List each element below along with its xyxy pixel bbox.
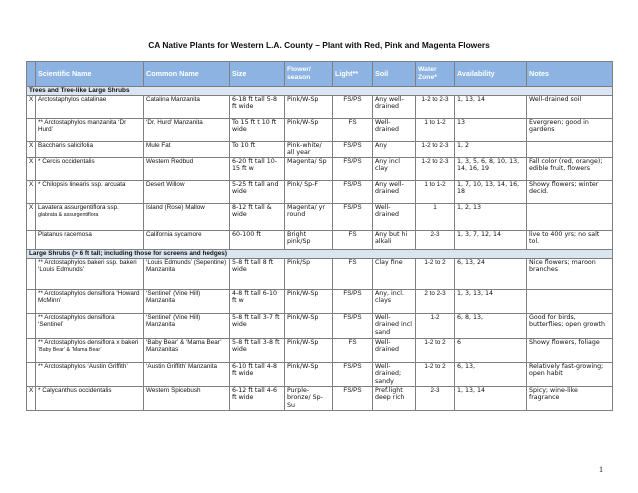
scientific-name-cell: * Calycanthus occidentalis <box>36 386 144 410</box>
scientific-name-cell: * Cercis occidentalis <box>36 157 144 180</box>
scientific-name-cell: Platanus racemosa <box>36 230 144 249</box>
notes-cell: Relatively fast-growing; open habit <box>527 362 613 386</box>
availability-cell: 1, 2, 13 <box>455 203 527 230</box>
availability-cell: 1, 7, 10, 13, 14, 16, 18 <box>455 180 527 203</box>
table-row <box>27 119 613 142</box>
x-marker <box>27 119 36 142</box>
light-cell: FS <box>333 230 373 249</box>
common-name-cell: ‘Louis Edmunds’ (Sepentine) Manzanita <box>144 258 230 289</box>
x-marker <box>27 258 36 289</box>
plants-table <box>26 61 613 411</box>
soil-cell: Any incl clay <box>373 157 416 180</box>
scientific-name-sub: ‘Baby Bear’ & ‘Mama Bear’ <box>38 347 102 354</box>
scientific-name-main: Lavatera assurgentiflora ssp. <box>38 203 119 211</box>
availability-cell: 1, 3, 7, 12, 14 <box>455 230 527 249</box>
soil-cell: Pref.light deep rich <box>373 386 416 410</box>
section-row <box>27 249 613 258</box>
flower-season-cell: Pink/W-Sp <box>285 96 333 119</box>
notes-cell: Good for birds, butterflies; open growth <box>527 313 613 338</box>
soil-cell: Any, incl. clays <box>373 289 416 313</box>
size-cell: 8-12 ft tall & wide <box>230 203 285 230</box>
common-name-cell: Western Spicebush <box>144 386 230 410</box>
flower-season-cell: Pink/W-Sp <box>285 313 333 338</box>
availability-cell: 6, 13, 24 <box>455 258 527 289</box>
water-zone-cell: 1-2 to 2-3 <box>416 96 455 119</box>
scientific-name-cell <box>36 203 144 230</box>
table-row <box>27 289 613 313</box>
header-soil: Soil <box>373 62 416 87</box>
light-cell: FS/PS <box>333 96 373 119</box>
header-scientific-name: Scientific Name <box>36 62 144 87</box>
scientific-name-cell: * Chilopsis linearis ssp. arcuata <box>36 180 144 203</box>
notes-cell: Well-drained soil <box>527 96 613 119</box>
scientific-name-cell <box>36 338 144 362</box>
light-cell: FS <box>333 119 373 142</box>
table-row <box>27 313 613 338</box>
common-name-cell: ‘Dr. Hurd’ Manzanita <box>144 119 230 142</box>
x-marker: X <box>27 180 36 203</box>
flower-season-cell: Pink/W-Sp <box>285 119 333 142</box>
water-zone-cell: 1-2 <box>416 313 455 338</box>
size-cell: 5-8 ft tall 8 ft wide <box>230 258 285 289</box>
light-cell: FS <box>333 338 373 362</box>
availability-cell: 13 <box>455 119 527 142</box>
table-row <box>27 386 613 410</box>
flower-season-cell: Magenta/ Sp <box>285 157 333 180</box>
size-cell: To 10 ft <box>230 142 285 158</box>
light-cell: FS <box>333 258 373 289</box>
table-row <box>27 258 613 289</box>
table-row <box>27 180 613 203</box>
section-title: Trees and Tree-like Large Shrubs <box>27 87 613 96</box>
section-row <box>27 87 613 96</box>
soil-cell: Well-drained; sandy <box>373 362 416 386</box>
x-marker: X <box>27 96 36 119</box>
light-cell: FS/PS <box>333 203 373 230</box>
notes-cell: Evergreen; good in gardens <box>527 119 613 142</box>
flower-season-cell: Purple-bronze/ Sp-Su <box>285 386 333 410</box>
soil-cell: Any but hi alkali <box>373 230 416 249</box>
water-zone-cell: 1-2 to 2 <box>416 258 455 289</box>
notes-cell: Showy flowers, foliage <box>527 338 613 362</box>
soil-cell: Any well-drained <box>373 180 416 203</box>
table-row <box>27 96 613 119</box>
common-name-cell: Desert Willow <box>144 180 230 203</box>
common-name-cell: ‘Baby Bear’ & ‘Mama Bear’ Manzanitas <box>144 338 230 362</box>
light-cell: FS/PS <box>333 180 373 203</box>
header-water-zone: Water Zone* <box>416 62 455 87</box>
common-name-cell: California sycamore <box>144 230 230 249</box>
notes-cell <box>527 203 613 230</box>
soil-cell: Well-drained incl sand <box>373 313 416 338</box>
section-title: Large Shrubs (> 6 ft tall; including those for screens and hedges) <box>27 249 613 258</box>
notes-cell: live to 400 yrs; no salt tol. <box>527 230 613 249</box>
header-size: Size <box>230 62 285 87</box>
notes-cell <box>527 142 613 158</box>
size-cell: 5-8 ft tall 3-8 ft wide <box>230 338 285 362</box>
common-name-cell: Western Redbud <box>144 157 230 180</box>
scientific-name-cell: ** Arctostaphylos bakeri ssp. bakeri ‘Louis Edmunds’ <box>36 258 144 289</box>
availability-cell: 6 <box>455 338 527 362</box>
x-marker: X <box>27 157 36 180</box>
table-row <box>27 203 613 230</box>
size-cell: 60-100 ft <box>230 230 285 249</box>
size-cell: To 15 ft t 10 ft wide <box>230 119 285 142</box>
scientific-name-sub: glabrata & assurgentiflora <box>38 212 99 219</box>
scientific-name-cell: ** Arctostaphylos ‘Austin Griffith’ <box>36 362 144 386</box>
soil-cell: Well-drained <box>373 338 416 362</box>
header-notes: Notes <box>527 62 613 87</box>
header-flower-season: Flower/ season <box>285 62 333 87</box>
notes-cell: Showy flowers; winter decid. <box>527 180 613 203</box>
common-name-cell: Mule Fat <box>144 142 230 158</box>
water-zone-cell: 1-2 to 2 <box>416 338 455 362</box>
header-common-name: Common Name <box>144 62 230 87</box>
flower-season-cell: Pink/W-Sp <box>285 338 333 362</box>
common-name-cell: ‘Austin Griffith’ Manzanita <box>144 362 230 386</box>
header-light: Light** <box>333 62 373 87</box>
x-marker <box>27 289 36 313</box>
common-name-cell: Island (Rose) Mallow <box>144 203 230 230</box>
common-name-cell: ‘Sentinel’ (Vine Hill) Manzanita <box>144 289 230 313</box>
light-cell: FS/PS <box>333 362 373 386</box>
table-row <box>27 362 613 386</box>
light-cell: FS/PS <box>333 386 373 410</box>
x-marker: X <box>27 386 36 410</box>
scientific-name-cell: Arctostaphylos catalinae <box>36 96 144 119</box>
availability-cell: 1, 13, 14 <box>455 96 527 119</box>
flower-season-cell: Pink/Sp <box>285 258 333 289</box>
flower-season-cell: Pink/W-Sp <box>285 362 333 386</box>
availability-cell: 1, 3, 5, 6, 8, 10, 13, 14, 16, 19 <box>455 157 527 180</box>
soil-cell: Well-drained <box>373 203 416 230</box>
water-zone-cell: 2 to 2-3 <box>416 289 455 313</box>
light-cell: FS/PS <box>333 142 373 158</box>
soil-cell: Clay fine <box>373 258 416 289</box>
table-row <box>27 142 613 158</box>
common-name-cell: ‘Sentinel’ (Vine Hill) Manzanita <box>144 313 230 338</box>
size-cell: 6-12 ft tall 4-6 ft wide <box>230 386 285 410</box>
availability-cell: 1, 13, 14 <box>455 386 527 410</box>
size-cell: 6-18 ft tall 5-8 ft wide <box>230 96 285 119</box>
water-zone-cell: 1-2 to 2-3 <box>416 142 455 158</box>
size-cell: 5-8 ft tall 3-7 ft wide <box>230 313 285 338</box>
table-row <box>27 230 613 249</box>
notes-cell: Spicy; wine-like fragrance <box>527 386 613 410</box>
table-row <box>27 338 613 362</box>
availability-cell: 1, 2 <box>455 142 527 158</box>
availability-cell: 6, 13, <box>455 362 527 386</box>
table-row <box>27 157 613 180</box>
scientific-name-cell: ** Arctostaphylos manzanita ‘Dr Hurd’ <box>36 119 144 142</box>
water-zone-cell: 2-3 <box>416 230 455 249</box>
scientific-name-cell: ** Arctostaphylos densiflora ‘Sentinel’ <box>36 313 144 338</box>
x-marker: X <box>27 142 36 158</box>
x-marker <box>27 362 36 386</box>
notes-cell <box>527 289 613 313</box>
availability-cell: 1, 3, 13, 14 <box>455 289 527 313</box>
water-zone-cell: 2-3 <box>416 386 455 410</box>
header-availability: Availability <box>455 62 527 87</box>
scientific-name-main: ** Arctostaphylos densiflora x bakeri <box>38 338 139 346</box>
flower-season-cell: Bright pink/Sp <box>285 230 333 249</box>
water-zone-cell: 1-2 to 2 <box>416 362 455 386</box>
common-name-cell: Catalina Manzanita <box>144 96 230 119</box>
page-number: 1 <box>599 465 603 474</box>
x-marker: X <box>27 203 36 230</box>
soil-cell: Any <box>373 142 416 158</box>
header-row <box>27 62 613 87</box>
flower-season-cell: Pink/ Sp-F <box>285 180 333 203</box>
size-cell: 6-20 ft tall 10-15 ft w <box>230 157 285 180</box>
flower-season-cell: Pink/W-Sp <box>285 289 333 313</box>
x-marker <box>27 338 36 362</box>
size-cell: 4-8 ft tall 6-10 ft w <box>230 289 285 313</box>
flower-season-cell: Pink-white/ all year <box>285 142 333 158</box>
plants-table-body <box>27 87 613 411</box>
light-cell: FS/PS <box>333 289 373 313</box>
soil-cell: Any well-drained <box>373 96 416 119</box>
size-cell: 5-25 ft tall and wide <box>230 180 285 203</box>
notes-cell: Nice flowers; maroon branches <box>527 258 613 289</box>
light-cell: FS/PS <box>333 313 373 338</box>
x-marker <box>27 230 36 249</box>
scientific-name-cell: Baccharis salicifolia <box>36 142 144 158</box>
x-marker <box>27 313 36 338</box>
water-zone-cell: 1-2 to 2-3 <box>416 157 455 180</box>
water-zone-cell: 1 to 1-2 <box>416 180 455 203</box>
header-x-spacer <box>27 62 36 87</box>
scientific-name-cell: ** Arctostaphylos densiflora ‘Howard McMinn’ <box>36 289 144 313</box>
notes-cell: Fall color (red, orange); edible fruit, flowers <box>527 157 613 180</box>
light-cell: FS/PS <box>333 157 373 180</box>
page-title: CA Native Plants for Western L.A. County – Plant with Red, Pink and Magenta Flowers <box>148 40 490 50</box>
soil-cell: Well-drained <box>373 119 416 142</box>
availability-cell: 6, 8, 13, <box>455 313 527 338</box>
size-cell: 6-10 ft tall 4-8 ft wide <box>230 362 285 386</box>
flower-season-cell: Magenta/ yr round <box>285 203 333 230</box>
water-zone-cell: 1 to 1-2 <box>416 119 455 142</box>
water-zone-cell: 1 <box>416 203 455 230</box>
